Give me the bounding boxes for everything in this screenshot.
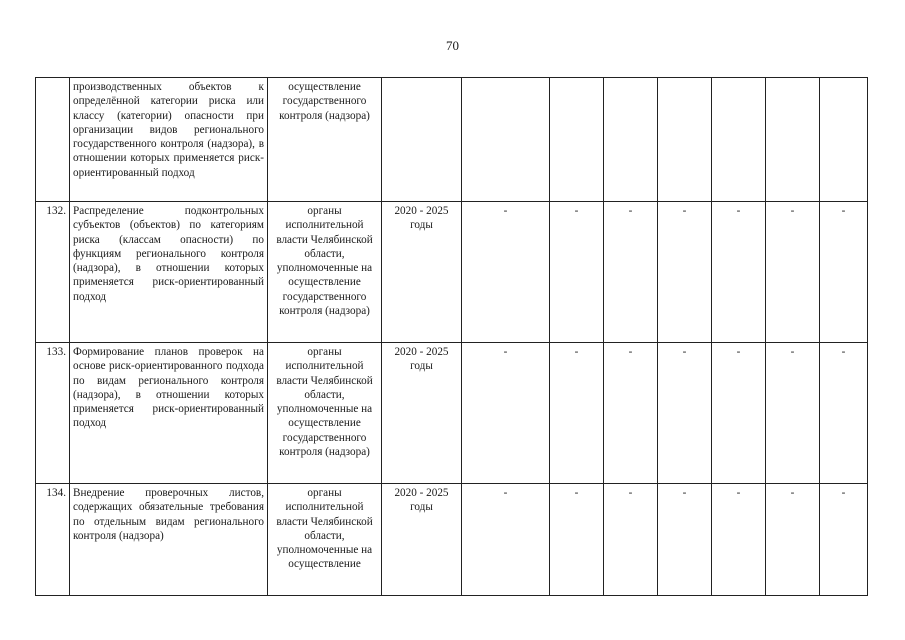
value-cell (604, 78, 658, 202)
value-cell: - (766, 343, 820, 484)
responsible-body: органы исполнительной власти Челябинской области, уполномоченные на осуществление государственного контроля (надзора) (268, 202, 382, 343)
measures-table (35, 77, 868, 596)
value-cell: - (820, 484, 868, 596)
value-cell: - (550, 484, 604, 596)
measure-description: Распределение подконтрольных субъектов (объектов) по категориям риска (классам опасности) по функциям регионального контроля (надзора), в отношении которых применяется риск-ориентированный подход (70, 202, 268, 343)
implementation-period: 2020 - 2025 годы (382, 202, 462, 343)
value-cell: - (658, 202, 712, 343)
value-cell: - (462, 343, 550, 484)
table-row (36, 78, 868, 202)
value-cell: - (604, 484, 658, 596)
row-number: 134. (36, 484, 70, 596)
measure-description: Формирование планов проверок на основе риск-ориентированного подхода по видам регионального контроля (надзора), в отношении которых применяется риск-ориентированный подход (70, 343, 268, 484)
value-cell: - (820, 343, 868, 484)
value-cell: - (550, 202, 604, 343)
value-cell: - (766, 484, 820, 596)
value-cell: - (658, 484, 712, 596)
table-row (36, 484, 868, 596)
value-cell: - (604, 202, 658, 343)
value-cell: - (766, 202, 820, 343)
value-cell: - (712, 343, 766, 484)
value-cell (550, 78, 604, 202)
value-cell: - (462, 202, 550, 343)
row-number (36, 78, 70, 202)
measure-description: Внедрение проверочных листов, содержащих обязательные требования по отдельным видам регионального контроля (надзора) (70, 484, 268, 596)
value-cell (820, 78, 868, 202)
implementation-period: 2020 - 2025 годы (382, 343, 462, 484)
value-cell (462, 78, 550, 202)
responsible-body: органы исполнительной власти Челябинской области, уполномоченные на осуществление государственного контроля (надзора) (268, 343, 382, 484)
value-cell: - (712, 202, 766, 343)
value-cell: - (820, 202, 868, 343)
value-cell: - (712, 484, 766, 596)
responsible-body: органы исполнительной власти Челябинской области, уполномоченные на осуществление (268, 484, 382, 596)
responsible-body: осуществление государственного контроля (надзора) (268, 78, 382, 202)
value-cell (658, 78, 712, 202)
measure-description: производственных объектов к определённой категории риска или классу (категории) опасности при организации видов регионального государственного контроля (надзора), в отношении которых применяется риск-ориентированный подход (70, 78, 268, 202)
value-cell: - (604, 343, 658, 484)
value-cell (766, 78, 820, 202)
value-cell (712, 78, 766, 202)
value-cell: - (658, 343, 712, 484)
table-row (36, 202, 868, 343)
row-number: 133. (36, 343, 70, 484)
page-number: 70 (446, 38, 459, 53)
table-row (36, 343, 868, 484)
row-number: 132. (36, 202, 70, 343)
value-cell: - (550, 343, 604, 484)
value-cell: - (462, 484, 550, 596)
implementation-period (382, 78, 462, 202)
implementation-period: 2020 - 2025 годы (382, 484, 462, 596)
